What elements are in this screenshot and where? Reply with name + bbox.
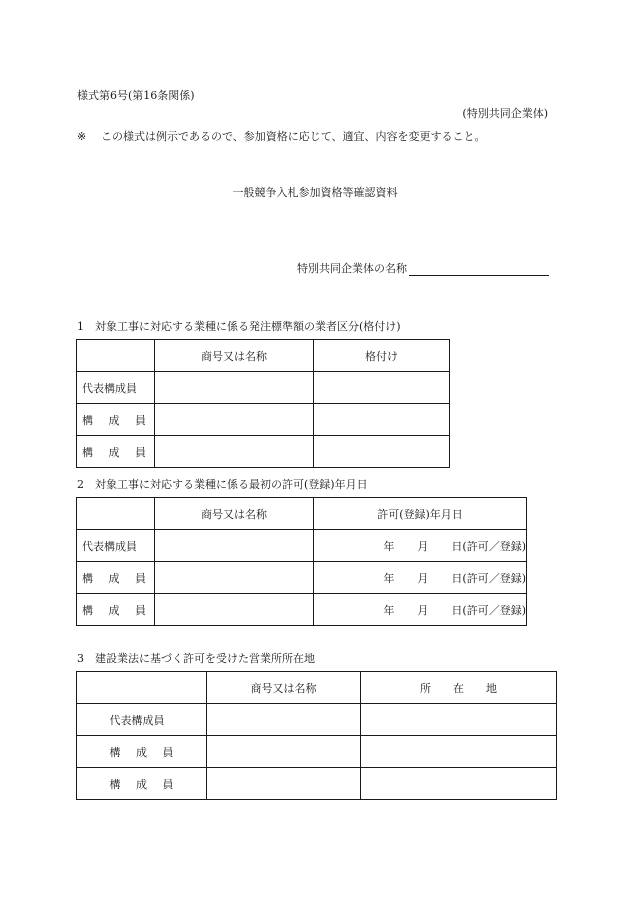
role-cell: 構 成 員 [77,562,155,594]
header-cell-location: 所 在 地 [361,672,557,704]
company-name-cell[interactable] [207,768,361,800]
entity-type-label: (特別共同企業体) [462,107,548,120]
permit-date-table [76,497,527,626]
company-name-cell[interactable] [155,404,314,436]
permit-date-cell[interactable]: 年 月 日(許可／登録) [314,530,527,562]
role-cell: 代表構成員 [77,372,155,404]
table-row [77,704,557,736]
company-name-cell[interactable] [155,436,314,468]
jv-name-line [297,260,549,276]
role-cell: 構 成 員 [77,436,155,468]
table-row [77,562,527,594]
company-name-cell[interactable] [155,594,314,626]
header-cell-company-name: 商号又は名称 [155,340,314,372]
permit-date-cell[interactable]: 年 月 日(許可／登録) [314,594,527,626]
role-cell: 構 成 員 [77,404,155,436]
document-title: 一般競争入札参加資格等確認資料 [232,186,398,199]
table-row [77,594,527,626]
role-cell: 構 成 員 [77,736,207,768]
jv-name-blank[interactable] [409,263,549,276]
note-mark: ※ [77,130,87,143]
header-cell-company-name: 商号又は名称 [155,498,314,530]
header-cell-company-name: 商号又は名称 [207,672,361,704]
company-name-cell[interactable] [155,530,314,562]
section-1-heading: 1 対象工事に対応する業種に係る発注標準額の業者区分(格付け) [77,320,401,333]
grade-cell[interactable] [314,404,450,436]
permit-date-cell[interactable]: 年 月 日(許可／登録) [314,562,527,594]
location-cell[interactable] [361,768,557,800]
role-cell: 代表構成員 [77,530,155,562]
form-number: 様式第6号(第16条関係) [77,89,195,102]
section-2-heading: 2 対象工事に対応する業種に係る最初の許可(登録)年月日 [77,478,368,491]
table-row [77,768,557,800]
location-cell[interactable] [361,736,557,768]
company-name-cell[interactable] [155,372,314,404]
note-text: この様式は例示であるので、参加資格に応じて、適宜、内容を変更すること。 [101,130,486,143]
company-name-cell[interactable] [207,704,361,736]
grade-cell[interactable] [314,372,450,404]
header-cell-permit-date: 許可(登録)年月日 [314,498,527,530]
location-cell[interactable] [361,704,557,736]
table-row [77,436,450,468]
section-3-heading: 3 建設業法に基づく許可を受けた営業所所在地 [77,652,315,665]
table-row [77,404,450,436]
note [77,128,486,144]
header-cell-role [77,340,155,372]
role-cell: 代表構成員 [77,704,207,736]
header-cell-role [77,672,207,704]
table-row [77,736,557,768]
grade-cell[interactable] [314,436,450,468]
grading-table [76,339,450,468]
office-location-table [76,671,557,800]
table-row [77,530,527,562]
header-cell-role [77,498,155,530]
role-cell: 構 成 員 [77,768,207,800]
company-name-cell[interactable] [155,562,314,594]
header-cell-grade: 格付け [314,340,450,372]
company-name-cell[interactable] [207,736,361,768]
role-cell: 構 成 員 [77,594,155,626]
jv-name-label: 特別共同企業体の名称 [297,262,407,275]
table-header-row [77,498,527,530]
table-row [77,372,450,404]
table-header-row [77,672,557,704]
table-header-row [77,340,450,372]
